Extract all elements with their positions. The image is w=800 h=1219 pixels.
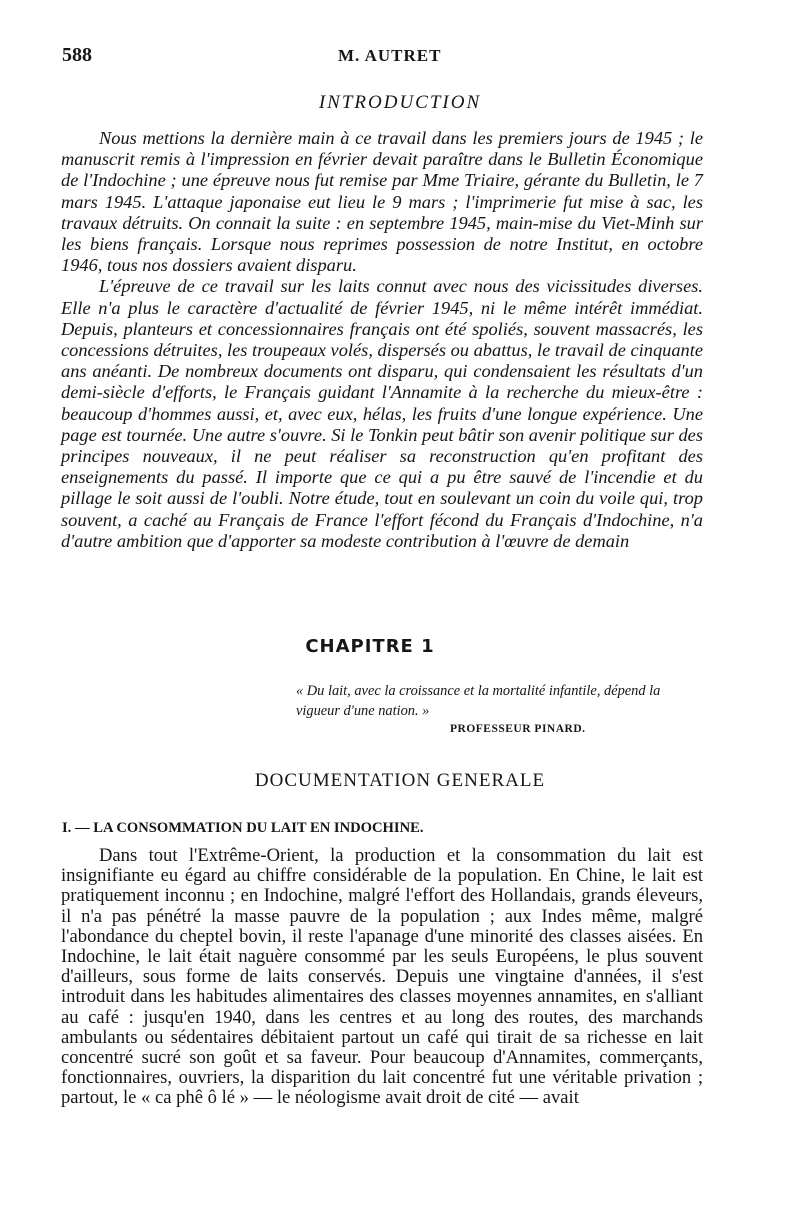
body-paragraph: Dans tout l'Extrême-Orient, la production et la consommation du lait est insignifiante eu égard au chiffre considérable de la population. En Chine, le lait est pratiquement inconnu ; en Indochine, malgré l'effort des Hollandais, grands éleveurs, il n'a pas pénétré la masse pauvre de la population ; aux Indes même, malgré l'abondance du cheptel bovin, il reste l'apanage d'une minorité des classes aisées. En Indochine, le lait était naguère consommé par les seuls Européens, le plus souvent d'ailleurs, sous forme de laits conservés. Depuis une vingtaine d'années, il s'est introduit dans les habitudes alimentaires des classes moyennes annamites, en s'alliant au café : jusqu'en 1940, dans les centres et au long des routes, des marchands ambulants ou sédentaires débitaient partout un café qui tirait de sa richesse en lait concentré sucré son goût et sa faveur. Pour beaucoup d'Annamites, commerçants, fonctionnaires, ouvriers, la disparition du lait concentré fut une véritable privation ; partout, le « ca phê ô lé » — le néologisme avait droit de cité — avait (61, 845, 703, 1109)
introduction-body (61, 128, 703, 552)
page-number: 588 (62, 44, 92, 66)
subsection-title: I. — LA CONSOMMATION DU LAIT EN INDOCHINE. (62, 820, 424, 836)
main-body (61, 846, 703, 1109)
epigraph-author: PROFESSEUR PINARD. (450, 723, 586, 735)
epigraph-quote: « Du lait, avec la croissance et la mortalité infantile, dépend la vigueur d'une nation. » (296, 683, 661, 719)
running-head: M. AUTRET (338, 46, 442, 65)
introduction-paragraph-1: Nous mettions la dernière main à ce travail dans les premiers jours de 1945 ; le manuscrit remis à l'impression en février devait paraître dans le Bulletin Économique de l'Indochine ; une épreuve nous fut remise par Mme Triaire, gérante du Bulletin, le 7 mars 1945. L'attaque japonaise eut lieu le 9 mars ; l'imprimerie fut mise à sac, les travaux détruits. On connait la suite : en septembre 1945, main-mise du Viet-Minh sur les biens français. Lorsque nous reprimes possession de notre Institut, en octobre 1946, tous nos dossiers avaient disparu. (61, 128, 703, 276)
section-title: DOCUMENTATION GENERALE (254, 770, 546, 791)
introduction-paragraph-2: L'épreuve de ce travail sur les laits connut avec nous des vicissitudes diverses. Elle n'a plus le caractère d'actualité de février 1945, ni le même intérêt immédiat. Depuis, planteurs et concessionnaires français ont été spoliés, souvent massacrés, les concessions détruites, les troupeaux volés, dispersés ou abattus, le travail de cinquante ans anéanti. De nombreux documents ont disparu, qui condensaient les résultats d'un demi-siècle d'efforts, le Français guidant l'Annamite à la recherche du mieux-être : beaucoup d'hommes aussi, et, avec eux, hélas, les fruits d'une longue expérience. Une page est tournée. Une autre s'ouvre. Si le Tonkin peut bâtir son avenir politique sur des principes nouveaux, il ne peut réaliser sa reconstruction qu'en profitant des enseignements du passé. Il importe que ce qui a pu être sauvé de l'incendie et du pillage le soit aussi de l'oubli. Notre étude, tout en soulevant un coin du voile qui, trop souvent, a caché au Français de France l'effort fécond du Français d'Indochine, n'a d'autre ambition que d'apporter sa modeste contribution à l'œuvre de demain (61, 276, 703, 551)
chapter-title: CHAPITRE 1 (305, 636, 435, 657)
introduction-title: INTRODUCTION (318, 92, 482, 113)
page-header (62, 44, 762, 74)
